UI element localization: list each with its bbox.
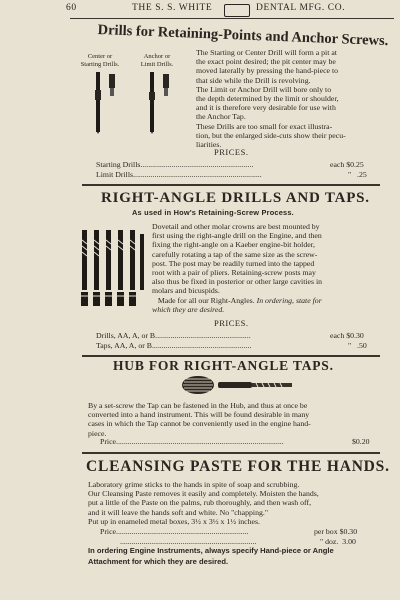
section3-divider [82,452,380,454]
section2-title: RIGHT-ANGLE DRILLS AND TAPS. [101,190,370,206]
price-row-limit-drills: Limit Drills.................................................................. [96,170,262,179]
section1-paragraph: The Starting or Center Drill will form a pit at the exact point desired; the pit center may be moved laterally by pressing the hand-piece to that side while the Drill is revolving. The Limit or Anchor Drill will bore only to the depth determined by the limit or shoulder, and it is therefore very desirable for use with the Anchor Tap. These Drills are too small for exact illustra- tion, but the enlarged side-cuts show their pecu- liarities. [196,48,346,150]
section4-paragraph: Laboratory grime sticks to the hands in spite of soap and scrubbing. Our Cleansing Paste removes it easily and completely. Moisten the hands, put a little of the Paste on the palms, rub thoroughly, and then wash off, and it will leave the hands soft and white. No "chapping." Put up in enameled metal boxes, 3½ x 3½ x 1½ inches. [88,480,319,526]
company-department: DENTAL MFG. CO. [256,3,346,13]
price-per-box: per box $0.30 [314,527,358,536]
caption-starting-drills: Center or Starting Drills. [80,53,120,68]
header-rule [70,18,394,19]
price-drills: each $0.30 [330,331,364,340]
price-hub: $0.20 [352,437,370,446]
price-taps: " .50 [348,341,367,350]
limit-drill-illustration [146,70,172,134]
company-logo-icon [224,4,250,17]
section3-title: HUB FOR RIGHT-ANGLE TAPS. [113,358,334,373]
caption-limit-drills: Anchor or Limit Drills. [140,53,174,68]
section4-title: CLEANSING PASTE FOR THE HANDS. [86,458,390,475]
section2-divider [82,355,380,357]
price-row-drills: Drills, AA, A, or B................................................. [96,331,251,340]
price-row-per-box: Price.................................................................... [100,527,249,536]
running-header [66,3,392,17]
section2-subtitle: As used in How's Retaining-Screw Process. [132,208,294,217]
section1-prices-heading: PRICES. [214,147,249,157]
price-starting-drills: each $0.25 [330,160,364,169]
right-angle-drills-and-taps-illustration [80,226,146,310]
hub-illustration [178,374,298,396]
page-number: 60 [66,3,77,13]
section3-paragraph: By a set-screw the Tap can be fastened in the Hub, and thus at once be converted into a hand instrument. This will be found desirable in many cases in which the Tap cannot be conveniently used in the engine hand- piece. [88,401,311,438]
section1-title: Drills for Retaining-Points and Anchor Screws. [97,22,389,50]
price-limit-drills: " .25 [348,170,367,179]
ordering-note: In ordering Engine Instruments, always specify Hand-piece or Angle Attachment for which they are desired. [88,546,334,566]
section2-paragraph: Dovetail and other molar crowns are best mounted by first using the right-angle drill on the Engine, and then fixing the right-angle on a Kaeber engine-bit holder, carefully rotating a tap of the same size as the screw- post. The post may be readily turned into the tapped root with a pair of pliers. Retaining-screw posts may also thus be fixed in posterior or other large cavities in molars and bicuspids. Made for all our Right-Angles. In ordering, state for which they are desired. [152,222,323,314]
section1-divider [82,184,380,186]
section2-prices-heading: PRICES. [214,318,249,328]
price-row-hub: Price...................................................................................... [100,437,284,446]
price-row-per-dozen: ...................................................................... [120,537,257,546]
price-per-dozen: " doz. 3.00 [320,537,356,546]
price-row-starting-drills: Starting Drills.......................................................... [96,160,254,169]
starting-drill-illustration [92,70,118,134]
company-name: THE S. S. WHITE [132,3,213,13]
price-row-taps: Taps, AA, A, or B................................................... [96,341,252,350]
